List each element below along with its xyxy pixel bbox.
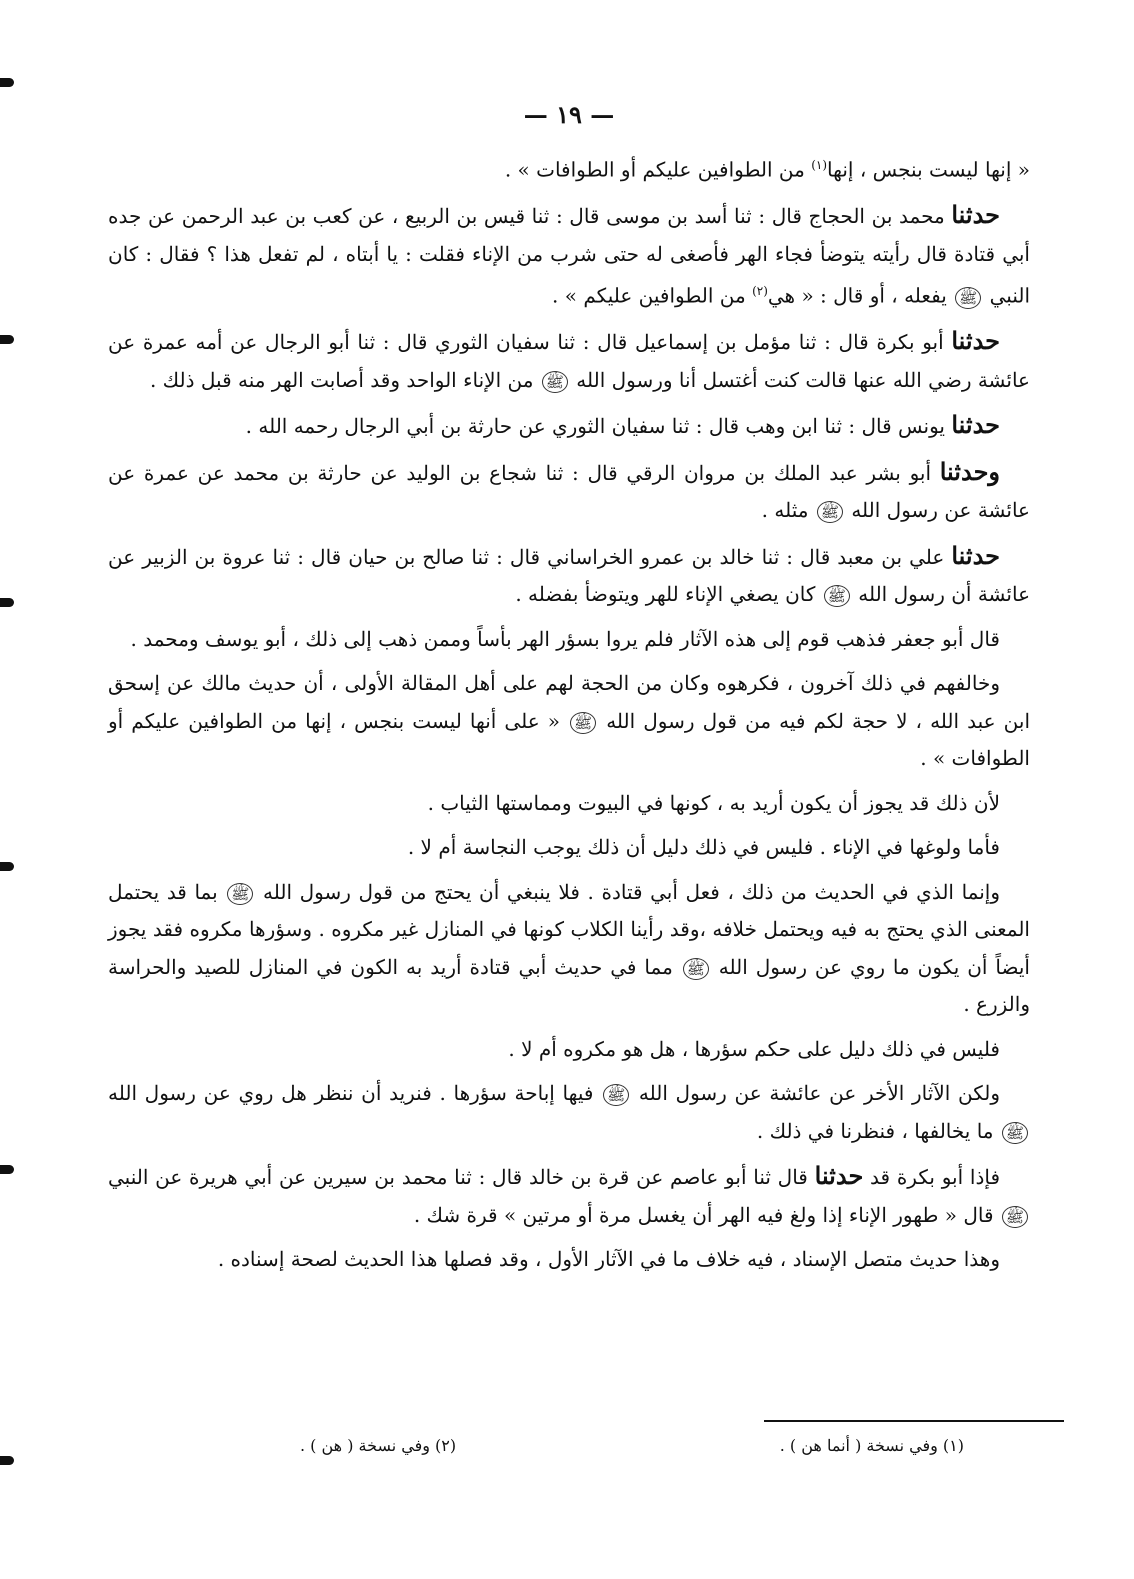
margin-mark <box>0 1165 14 1174</box>
paragraph <box>108 147 1030 189</box>
footnote-ref: (٢) <box>752 284 768 299</box>
text-run: مثله . <box>761 498 815 523</box>
salawat-ligature: ﷺ <box>1002 1206 1028 1228</box>
salawat-ligature: ﷺ <box>824 585 850 607</box>
text-run: علي بن معبد قال : ثنا خالد بن عمرو الخراساني قال : ثنا صالح بن حيان قال : ثنا عروة بن الزبير عن عائشة أن رسول الله <box>108 544 1030 607</box>
salawat-ligature: ﷺ <box>955 287 981 309</box>
page-number: — ١٩ — <box>523 100 615 129</box>
hadathana-heading: حدثنا <box>951 410 1000 440</box>
footnote-rule <box>764 1420 1064 1422</box>
text-run: قال أبو جعفر فذهب قوم إلى هذه الآثار فلم يروا بسؤر الهر بأساً وممن ذهب إلى ذلك ، أبو يوسف ومحمد . <box>130 626 1000 651</box>
text-run: ما يخالفها ، فنظرنا في ذلك . <box>756 1118 1000 1143</box>
salawat-ligature: ﷺ <box>570 712 596 734</box>
paragraph <box>108 829 1030 867</box>
text-run: بما قد يحتمل المعنى الذي يحتج به فيه ويحتمل خلافه ،وقد رأينا الكلاب كونها في المنازل غير مكروه . وسؤرها مكروه فقد يجوز أيضاً أن يكون ما روي عن رسول الله <box>108 879 1030 979</box>
text-run: وهذا حديث متصل الإسناد ، فيه خلاف ما في الآثار الأول ، وقد فصلها هذا الحديث لصحة إسناده . <box>217 1247 1000 1272</box>
text-run: فأما ولوغها في الإناء . فليس في ذلك دليل أن ذلك يوجب النجاسة أم لا . <box>407 835 1000 860</box>
text-run: فإذا أبو بكرة قد <box>863 1165 1001 1190</box>
text-run: مما في حديث أبي قتادة أريد به الكون في المنازل للصيد والحراسة والزرع . <box>108 954 1030 1017</box>
paragraph <box>108 874 1030 1024</box>
salawat-ligature: ﷺ <box>227 883 253 905</box>
footnote-ref: (١) <box>811 158 828 172</box>
paragraph <box>108 621 1030 659</box>
paragraph <box>108 1075 1030 1150</box>
margin-mark <box>0 335 14 344</box>
paragraph <box>108 1157 1030 1234</box>
paragraph <box>108 537 1030 614</box>
paragraph <box>108 665 1030 778</box>
text-run: أبو بشر عبد الملك بن مروان الرقي قال : ثنا شجاع بن الوليد عن حارثة بن محمد عن عمرة عن عائشة عن رسول الله <box>108 460 1030 523</box>
salawat-ligature: ﷺ <box>817 501 843 523</box>
text-run: فيها إباحة سؤرها . فنريد أن ننظر هل روي عن رسول الله <box>108 1081 602 1106</box>
paragraph <box>108 1031 1030 1069</box>
text-run: وخالفهم في ذلك آخرون ، فكرهوه وكان من الحجة لهم على أهل المقالة الأولى ، أن حديث مالك عن إسحق ابن عبد الله ، لا حجة لكم فيه من قول رسول الله <box>108 671 1031 733</box>
text-run: يفعله ، أو قال : « هي <box>767 283 954 308</box>
footnote-2: (٢) وفي نسخة ( هن ) . <box>300 1436 457 1455</box>
text-run: أبو بكرة قال : ثنا مؤمل بن إسماعيل قال : ثنا سفيان الثوري قال : ثنا أبو الرجال عن أمه عمرة عن عائشة رضي الله عنها قالت كنت أغتسل أنا ورسول الله <box>108 330 1030 392</box>
margin-mark <box>0 78 14 87</box>
text-run: من الإناء الواحد وقد أصابت الهر منه قبل ذلك . <box>149 367 540 392</box>
text-body <box>108 147 1030 1279</box>
text-run: « إنها ليست بنجس ، إنها <box>827 157 1030 182</box>
salawat-ligature: ﷺ <box>542 371 568 393</box>
salawat-ligature: ﷺ <box>683 958 709 980</box>
text-run: فليس في ذلك دليل على حكم سؤرها ، هل هو مكروه أم لا . <box>508 1036 1000 1061</box>
paragraph <box>108 1241 1030 1279</box>
salawat-ligature: ﷺ <box>603 1084 629 1106</box>
hadathana-heading: حدثنا <box>951 326 1000 356</box>
text-run: « على أنها ليست بنجس ، إنها من الطوافين عليكم أو الطوافات » . <box>108 708 1030 771</box>
text-run: من الطوافين عليكم أو الطوافات » . <box>504 157 812 182</box>
text-run: قال ثنا أبو عاصم عن قرة بن خالد قال : ثنا محمد بن سيرين عن أبي هريرة عن النبي <box>108 1165 815 1190</box>
page-body <box>108 100 1030 1286</box>
margin-mark <box>0 862 14 871</box>
text-run: من الطوافين عليكم » . <box>552 283 753 308</box>
footnotes <box>300 1436 964 1455</box>
hadathana-heading: حدثنا <box>814 1161 864 1191</box>
margin-mark <box>0 598 14 607</box>
paragraph <box>108 196 1030 315</box>
paragraph <box>108 785 1030 823</box>
text-run: ولكن الآثار الأخر عن عائشة عن رسول الله <box>631 1081 1000 1106</box>
text-run: قال « طهور الإناء إذا ولغ فيه الهر أن يغسل مرة أو مرتين » قرة شك . <box>413 1202 1000 1227</box>
margin-mark <box>0 1456 14 1465</box>
text-run: محمد بن الحجاج قال : ثنا أسد بن موسى قال : ثنا قيس بن الربيع ، عن كعب بن عبد الرحمن عن جده أبي قتادة قال رأيته يتوضأ فجاء الهر فأصغى له حتى شرب من الإناء فقلت : يا أبتاه ، لم تفعل هذا ؟ فقال : كان النبي <box>108 204 1030 308</box>
hadathana-heading: حدثنا <box>951 540 1000 570</box>
paragraph <box>108 406 1030 446</box>
hadathana-heading: حدثنا <box>951 200 1000 230</box>
footnote-1: (١) وفي نسخة ( أنما هن ) . <box>779 1436 964 1455</box>
hadathana-heading: وحدثنا <box>939 456 1000 486</box>
paragraph <box>108 322 1030 399</box>
text-run: كان يصغي الإناء للهر ويتوضأ بفضله . <box>515 582 822 607</box>
paragraph <box>108 453 1030 530</box>
text-run: لأن ذلك قد يجوز أن يكون أريد به ، كونها في البيوت ومماستها الثياب . <box>427 790 1000 815</box>
text-run: وإنما الذي في الحديث من ذلك ، فعل أبي قتادة . فلا ينبغي أن يحتج من قول رسول الله <box>255 879 1001 904</box>
text-run: يونس قال : ثنا ابن وهب قال : ثنا سفيان الثوري عن حارثة بن أبي الرجال رحمه الله . <box>245 414 952 439</box>
salawat-ligature: ﷺ <box>1002 1122 1028 1144</box>
